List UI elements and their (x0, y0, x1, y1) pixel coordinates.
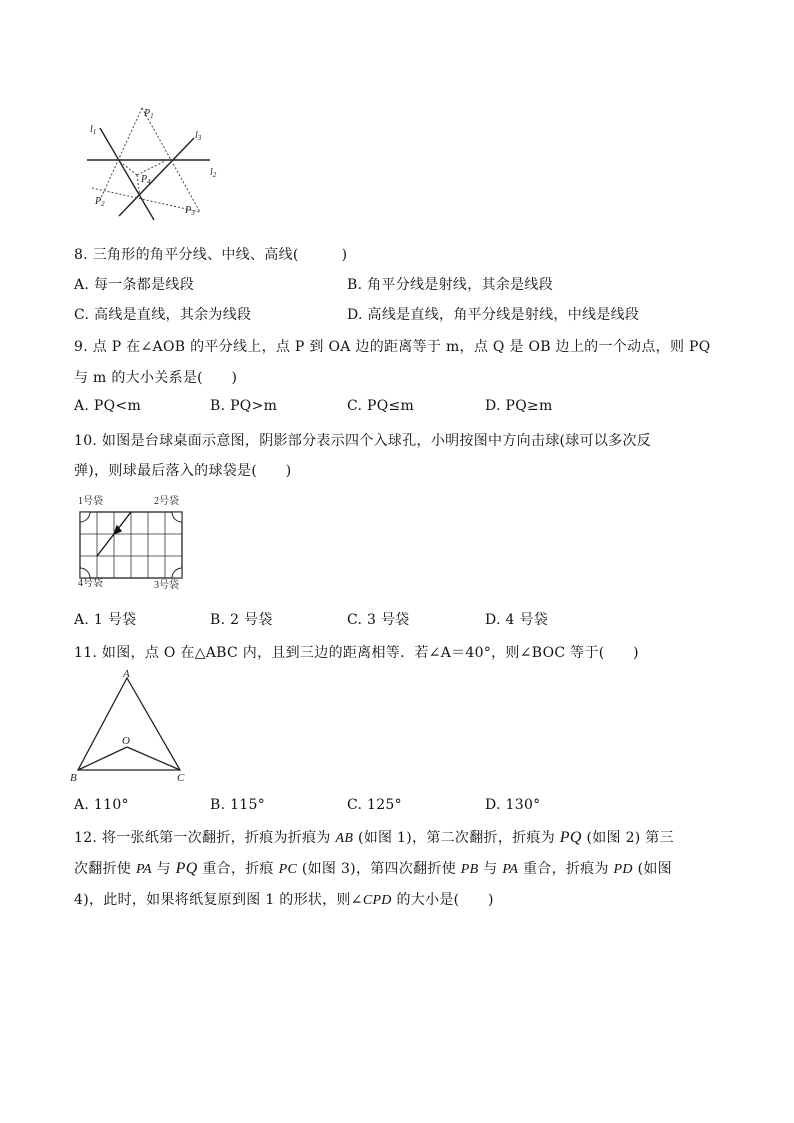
label-p1: $P_1$ (144, 108, 154, 120)
q9-option-a: A. PQ<m (74, 398, 142, 414)
q12-stem-line2: 次翻折使 PA 与 PQ 重合，折痕 PC (如图 3)，第四次翻折使 PB 与 PA 重合，折痕为 PD (如图 (74, 860, 672, 877)
q10-option-a: A. 1 号袋 (74, 612, 137, 628)
pocket-2 (172, 512, 182, 522)
q12-stem-line1: 12. 将一张纸第一次翻折，折痕为折痕为 AB (如图 1)，第二次翻折，折痕为 PQ (如图 2) 第三 (74, 829, 674, 846)
q9-stem-line1: 9. 点 P 在∠AOB 的平分线上，点 P 到 OA 边的距离等于 m，点 Q 是 OB 边上的一个动点，则 PQ (74, 339, 711, 355)
q10-stem-line1: 10. 如图是台球桌面示意图，阴影部分表示四个入球孔，小明按图中方向击球(球可以多次反 (74, 433, 652, 449)
q8-option-a: A. 每一条都是线段 (74, 277, 195, 293)
q10-option-c: C. 3 号袋 (347, 612, 410, 628)
label-l3: $l_3$ (195, 130, 202, 142)
vertex-a-label: A (123, 668, 130, 680)
triangle-abc (78, 678, 180, 770)
dotted-p4-a (118, 160, 137, 175)
q8-option-c: C. 高线是直线，其余为线段 (74, 307, 252, 323)
pocket-1 (80, 512, 90, 522)
line-l3 (119, 138, 194, 216)
q8-stem: 8. 三角形的角平分线、中线、高线( ) (74, 247, 348, 263)
q11-option-b: B. 115° (210, 797, 266, 813)
q10-stem-line2: 弹)，则球最后落入的球袋是( ) (74, 463, 292, 479)
dotted-p1-p2 (100, 108, 142, 200)
label-p2: $P_2$ (95, 196, 105, 208)
vertex-c-label: C (177, 772, 185, 784)
dotted-p4-b (137, 160, 167, 175)
q8-option-b: B. 角平分线是射线，其余是线段 (347, 277, 553, 293)
q9-stem-line2: 与 m 的大小关系是( ) (74, 370, 238, 386)
triangle-figure (70, 668, 190, 788)
point-o-label: O (122, 735, 130, 747)
q10-option-d: D. 4 号袋 (485, 612, 549, 628)
label-l2: $l_2$ (210, 167, 217, 179)
pocket-4 (80, 568, 90, 578)
q9-option-c: C. PQ≤m (347, 398, 415, 414)
q11-stem: 11. 如图，点 O 在△ABC 内，且到三边的距离相等．若∠A＝40°，则∠BOC 等于( ) (74, 645, 639, 661)
q9-option-d: D. PQ≥m (485, 398, 553, 414)
segment-ob (78, 747, 127, 770)
q9-option-b: B. PQ>m (210, 398, 278, 414)
q11-option-a: A. 110° (74, 797, 129, 813)
pocket-1-label: 1号袋 (78, 496, 103, 507)
label-l1: $l_1$ (90, 124, 97, 136)
q12-stem-line3: 4)，此时，如果将纸复原到图 1 的形状，则∠CPD 的大小是( ) (74, 892, 494, 908)
pocket-2-label: 2号袋 (154, 496, 179, 507)
pocket-3 (172, 568, 182, 578)
q8-option-d: D. 高线是直线，角平分线是射线，中线是线段 (347, 307, 640, 323)
label-p4: $P_4$ (141, 174, 151, 186)
q11-option-d: D. 130° (485, 797, 541, 813)
label-p3: $P_3$ (185, 205, 195, 217)
pocket-3-label: 3号袋 (154, 580, 179, 591)
pocket-4-label: 4号袋 (78, 578, 103, 589)
lines-points-figure (82, 100, 232, 225)
q11-option-c: C. 125° (347, 797, 402, 813)
billiard-table-figure (74, 490, 199, 594)
q10-option-b: B. 2 号袋 (210, 612, 273, 628)
segment-oc (127, 747, 180, 770)
vertex-b-label: B (70, 772, 77, 784)
dotted-p2-p3 (92, 188, 200, 212)
